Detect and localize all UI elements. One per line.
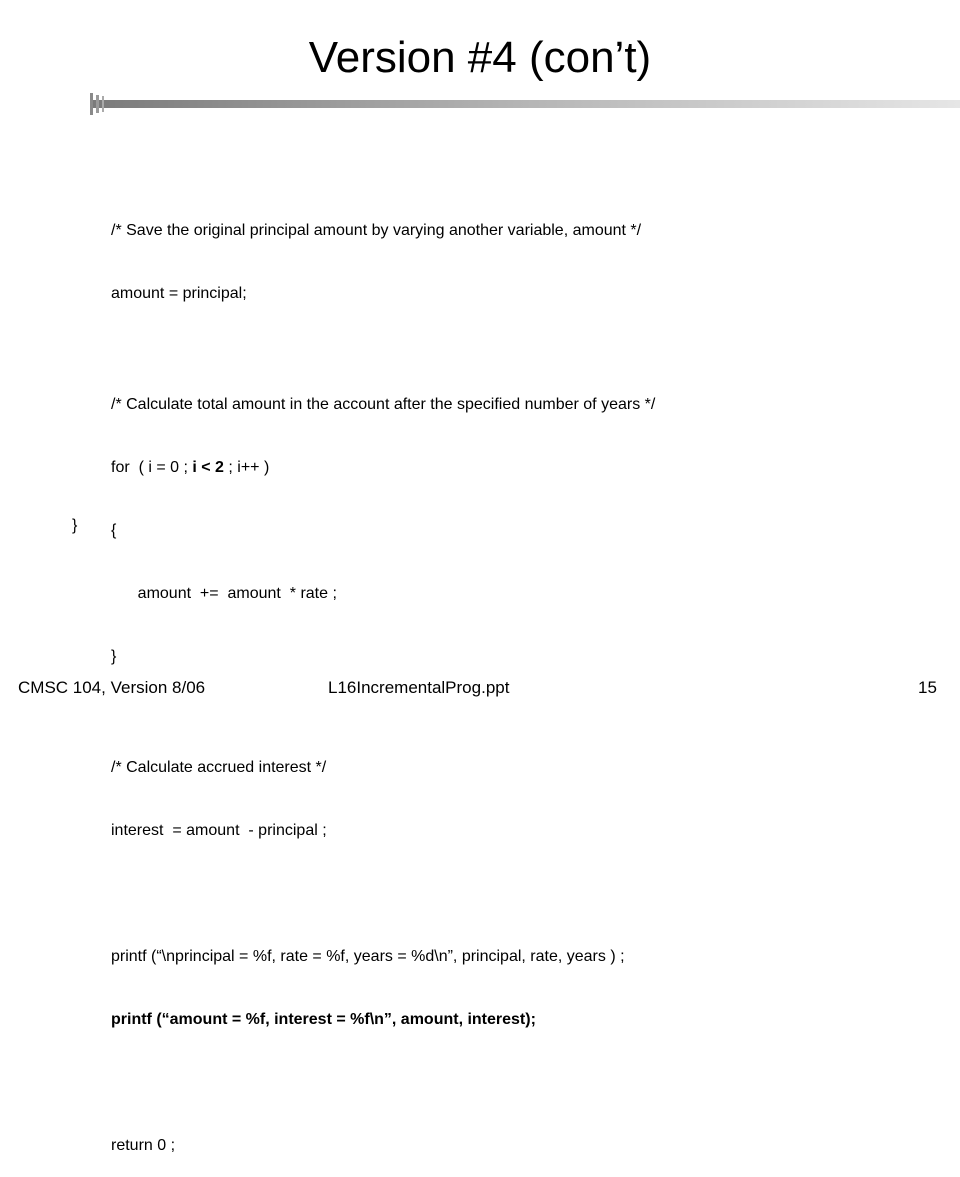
for-head-start: for ( i = 0 ; [111, 459, 193, 476]
code-line-comment-save: /* Save the original principal amount by varying another variable, amount */ [111, 222, 642, 239]
code-line-comment-calc-total: /* Calculate total amount in the account after the specified number of years */ [111, 396, 656, 413]
code-line-for-loop [111, 457, 931, 478]
code-line-loop-body: amount += amount * rate ; [111, 585, 337, 602]
title-underline-gradient [90, 93, 960, 115]
code-line-closing-brace: } [72, 517, 78, 534]
footer-course: CMSC 104, Version 8/06 [18, 678, 206, 697]
code-line-close-brace: } [111, 648, 117, 665]
code-line-assign-interest: interest = amount - principal ; [111, 822, 327, 839]
for-head-end: ; i++ ) [223, 459, 270, 476]
code-line-printf-1: printf (“\nprincipal = %f, rate = %f, years = %d\n”, principal, rate, years ) ; [111, 948, 625, 965]
footer-page-number: 15 [918, 678, 937, 697]
footer-filename: L16IncrementalProg.ppt [328, 678, 510, 697]
code-line-return: return 0 ; [111, 1137, 176, 1154]
for-head-condition: i < 2 [192, 459, 224, 476]
code-block [111, 178, 931, 1177]
slide-title: Version #4 (con’t) [308, 33, 652, 82]
code-line-assign-amount: amount = principal; [111, 285, 247, 302]
code-line-open-brace: { [111, 522, 117, 539]
code-line-printf-2: printf (“amount = %f, interest = %f\n”, amount, interest); [111, 1011, 536, 1028]
code-line-comment-interest: /* Calculate accrued interest */ [111, 759, 327, 776]
